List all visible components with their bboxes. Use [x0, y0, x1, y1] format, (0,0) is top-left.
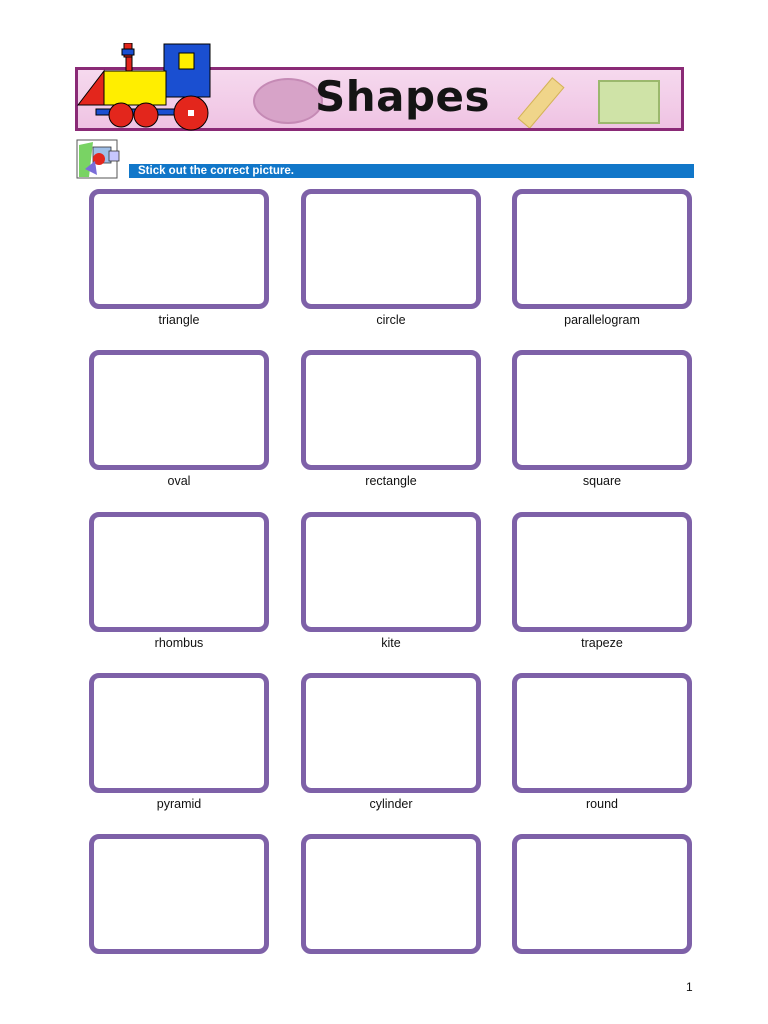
picture-box[interactable] — [301, 673, 481, 793]
picture-box[interactable] — [301, 512, 481, 632]
shape-label: rhombus — [154, 636, 204, 650]
picture-box[interactable] — [512, 189, 692, 309]
picture-box[interactable] — [89, 673, 269, 793]
picture-box[interactable] — [89, 189, 269, 309]
picture-box[interactable] — [89, 350, 269, 470]
shape-label: square — [582, 474, 622, 488]
page-number: 1 — [686, 980, 693, 994]
instruction-text: Stick out the correct picture. — [138, 165, 294, 177]
picture-box[interactable] — [89, 512, 269, 632]
shape-label: oval — [167, 474, 191, 488]
shape-label: rectangle — [365, 474, 417, 488]
shape-label: triangle — [158, 313, 200, 327]
picture-box[interactable] — [512, 673, 692, 793]
shape-label: cylinder — [369, 797, 413, 811]
shape-label: circle — [376, 313, 406, 327]
geometric-shapes-icon — [75, 139, 129, 181]
picture-box[interactable] — [301, 834, 481, 954]
toy-train-icon — [76, 43, 216, 133]
picture-box[interactable] — [512, 350, 692, 470]
shape-label: parallelogram — [564, 313, 640, 327]
page-title: Shapes — [315, 72, 491, 121]
picture-box[interactable] — [301, 350, 481, 470]
school-decoration-icon — [598, 80, 660, 124]
picture-box[interactable] — [512, 512, 692, 632]
picture-box[interactable] — [89, 834, 269, 954]
clock-decoration-icon — [253, 78, 323, 124]
picture-box[interactable] — [512, 834, 692, 954]
shape-label: round — [586, 797, 618, 811]
shape-label: kite — [381, 636, 401, 650]
picture-box[interactable] — [301, 189, 481, 309]
shape-label: pyramid — [156, 797, 202, 811]
shape-label: trapeze — [581, 636, 623, 650]
